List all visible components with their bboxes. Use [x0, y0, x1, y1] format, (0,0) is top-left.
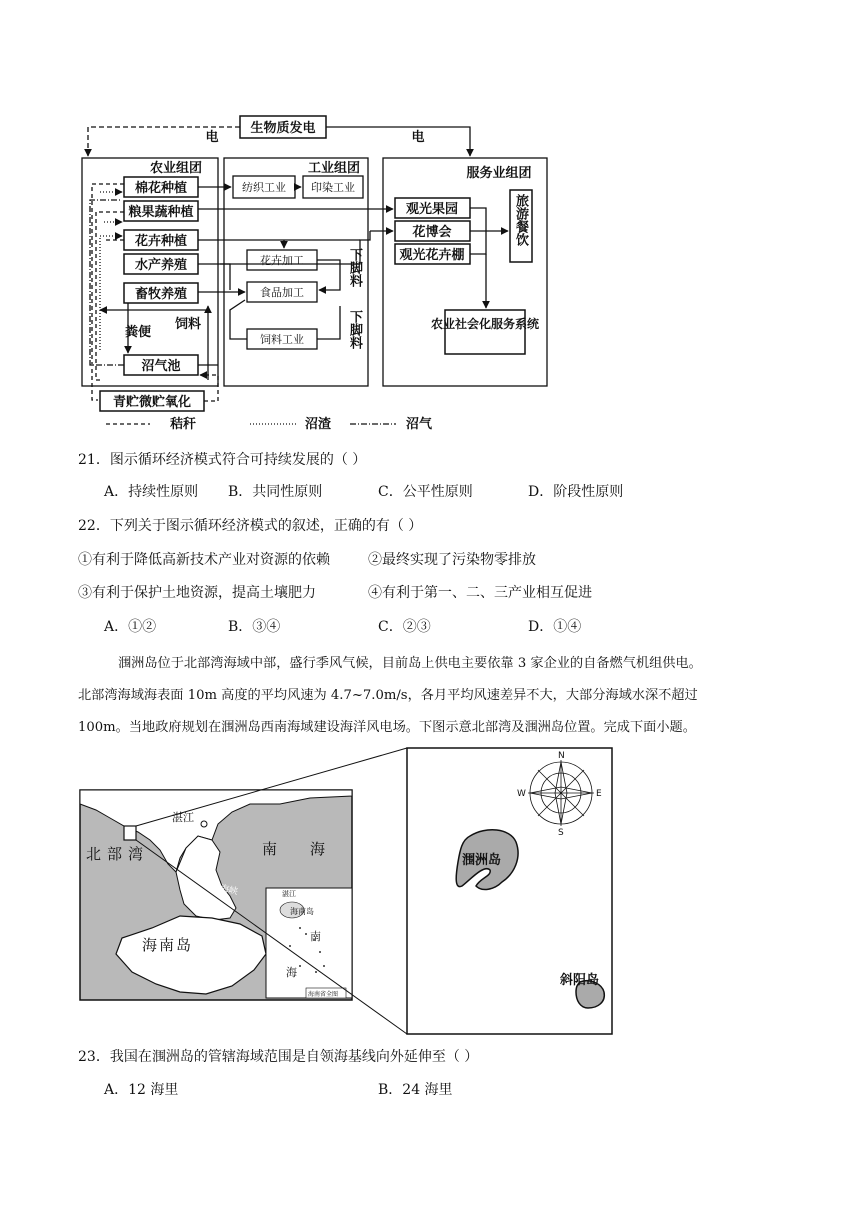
electricity-left-label: 电	[205, 130, 219, 145]
beibu-bay-label: 北部湾	[86, 845, 150, 863]
weizhou-label: 涠洲岛	[462, 853, 502, 868]
compass-n: N	[558, 751, 565, 761]
q22-option-d: D．①④	[528, 619, 582, 635]
inset-zhanjiang-label: 湛江	[282, 890, 296, 898]
q22-statement-4: ④有利于第一、二、三产业相互促进	[368, 585, 592, 601]
silage-label: 青贮微贮氧化	[112, 395, 192, 410]
inset-caption: 海南省全图	[308, 991, 339, 998]
scraps-label-2: 下脚料	[347, 310, 362, 349]
legend-straw: 秸秆	[170, 417, 197, 432]
legend-biogas: 沼气	[406, 417, 433, 432]
passage-line-2: 北部湾海域海表面 10m 高度的平均风速为 4.7~7.0m/s，各月平均风速差异不大，大部分海域水深不超过	[78, 688, 698, 703]
scraps-label-1: 下脚料	[347, 248, 362, 287]
compass-e: E	[596, 789, 602, 799]
q21-option-c: C．公平性原则	[378, 484, 473, 500]
service-item: 观光花卉棚	[399, 248, 465, 263]
q22-option-c: C．②③	[378, 619, 431, 635]
service-group-frame	[383, 158, 547, 386]
passage-line-1: 涠洲岛位于北部湾海域中部，盛行季风气候，目前岛上供电主要依靠 3 家企业的自备燃气机组供电。	[118, 656, 702, 671]
inset-nan-label: 南	[310, 930, 321, 943]
manure-label: 粪便	[124, 325, 152, 340]
location-map	[0, 740, 860, 1040]
strait-label: 琼州海峡	[201, 880, 239, 898]
feed-label: 饲料	[174, 317, 202, 332]
inset-hai-label: 海	[286, 966, 297, 979]
electricity-right-label: 电	[411, 130, 425, 145]
social-service-label: 农业社会化服务系统	[430, 317, 540, 331]
q22-option-a: A．①②	[104, 619, 157, 635]
industry-item: 纺织工业	[242, 181, 286, 194]
agri-item: 花卉种植	[134, 234, 188, 249]
q23-stem: 23．我国在涠洲岛的管辖海域范围是自领海基线向外延伸至（ ）	[78, 1049, 479, 1065]
industry-item: 食品加工	[260, 286, 304, 299]
compass-w: W	[517, 789, 526, 799]
compass-s: S	[558, 828, 564, 838]
q23-option-a: A．12 海里	[104, 1082, 179, 1098]
q21-stem: 21．图示循环经济模式符合可持续发展的（ ）	[78, 452, 367, 468]
agri-item: 棉花种植	[134, 181, 188, 196]
q22-statement-1: ①有利于降低高新技术产业对资源的依赖	[78, 552, 330, 568]
south-sea-label-1: 南	[262, 840, 278, 858]
south-sea-label-2: 海	[310, 840, 326, 858]
agri-item: 粮果蔬种植	[128, 205, 194, 220]
biomass-label: 生物质发电	[250, 121, 316, 136]
q22-statement-3: ③有利于保护土地资源，提高土壤肥力	[78, 585, 316, 601]
inset-map-frame	[266, 888, 352, 998]
inset-hainan-label: 海南岛	[290, 907, 314, 916]
q21-option-b: B．共同性原则	[228, 484, 323, 500]
q23-option-b: B．24 海里	[378, 1082, 453, 1098]
industry-item: 饲料工业	[260, 333, 304, 346]
industry-item: 花卉加工	[260, 254, 304, 267]
passage-line-3: 100m。当地政府规划在涠洲岛西南海域建设海洋风电场。下图示意北部湾及涠洲岛位置。完成下面小题。	[78, 720, 696, 735]
service-group-title: 服务业组团	[466, 166, 532, 181]
hainan-label: 海南岛	[142, 936, 194, 954]
agri-item: 水产养殖	[134, 258, 188, 273]
agri-item: 畜牧养殖	[134, 287, 188, 302]
tourism-label: 旅游餐饮	[513, 194, 528, 246]
service-item: 花博会	[412, 225, 452, 240]
q22-statement-2: ②最终实现了污染物零排放	[368, 552, 536, 568]
service-item: 观光果园	[405, 202, 459, 217]
legend-residue: 沼渣	[305, 417, 332, 432]
industry-item: 印染工业	[311, 181, 355, 194]
weizhou-locator-box	[124, 826, 136, 840]
q21-option-d: D．阶段性原则	[528, 484, 624, 500]
q22-stem: 22．下列关于图示循环经济模式的叙述，正确的有（ ）	[78, 518, 423, 534]
q22-option-b: B．③④	[228, 619, 281, 635]
industry-group-title: 工业组团	[307, 161, 361, 176]
circular-economy-diagram	[0, 0, 860, 440]
xieyang-label: 斜阳岛	[560, 973, 600, 988]
zhanjiang-dot	[201, 821, 207, 827]
agri-group-title: 农业组团	[149, 161, 203, 176]
q21-option-a: A．持续性原则	[104, 484, 199, 500]
biogas-pool-label: 沼气池	[141, 359, 181, 374]
zhanjiang-label: 湛江	[172, 811, 194, 824]
